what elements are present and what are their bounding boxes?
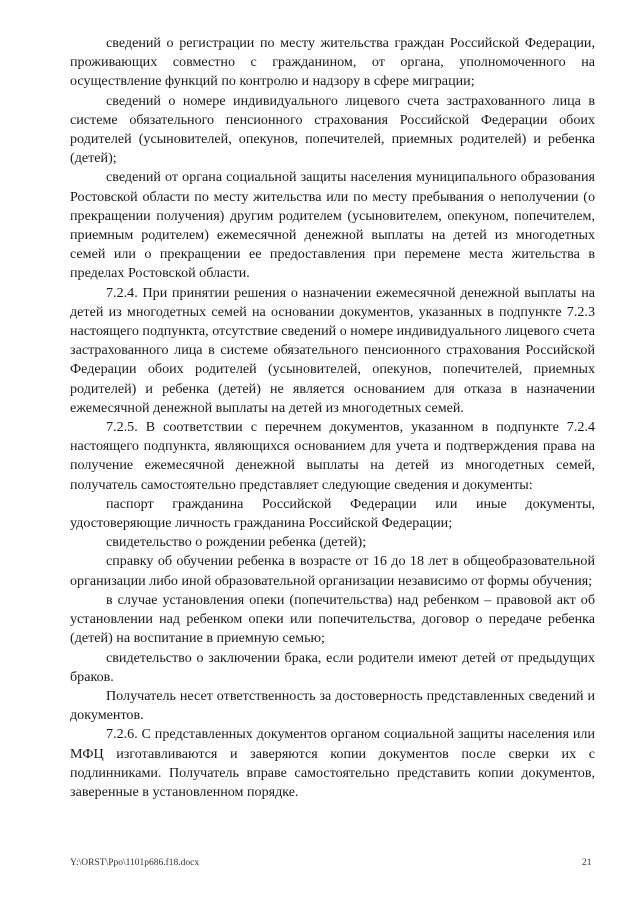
paragraph-passport: паспорт гражданина Российской Федерации или иные документы, удостоверяющие личность гражданина Российской Федерации; <box>70 495 595 532</box>
paragraph-registration-info: сведений о регистрации по месту жительства граждан Российской Федерации, проживающих совместно с гражданином, от органа, уполномоченного на осуществление функций по контролю и надзору в сфере миграции; <box>70 35 595 90</box>
paragraph-guardianship: в случае установления опеки (попечительства) над ребенком – правовой акт об установлении над ребенком опеки или попечительства, договор о передаче ребенка (детей) на воспитание в приемную семью; <box>70 591 595 647</box>
paragraph-birth-certificate: свидетельство о рождении ребенка (детей); <box>106 534 367 551</box>
paragraph-social-protection: сведений от органа социальной защиты населения муниципального образования Ростовской области по месту жительства или по месту пребывания о неполучении (о прекращении получения) другим родителем (усыновителем, опекуном, попечителем, приемным родителем) ежемесячной денежной выплаты на детей из многодетных семей или о прекращении ее предоставления при перемене места жительства в пределах Ростовской области. <box>70 169 595 282</box>
paragraph-7-2-5: 7.2.5. В соответствии с перечнем документов, указанном в подпункте 7.2.4 настоящего подпункта, являющихся основанием для учета и подтверждения права на получение ежемесячной денежной выплаты на детей из многодетных семей, получатель самостоятельно представляет следующие сведения и документы: <box>70 419 595 493</box>
paragraph-marriage-certificate: свидетельство о заключении брака, если родители имеют детей от предыдущих браков. <box>70 649 595 685</box>
footer-file-path: Y:\ORST\Ppo\1101p686.f18.docx <box>70 858 200 868</box>
paragraph-education-certificate: справку об обучении ребенка в возрасте от 16 до 18 лет в общеобразовательной организации либо иной образовательной организации независимо от формы обучения; <box>70 553 595 589</box>
paragraph-7-2-6: 7.2.6. С представленных документов органом социальной защиты населения или МФЦ изготавливаются и заверяются копии документов после сверки их с подлинниками. Получатель вправе самостоятельно представить копии документов, заверенные в установленном порядке. <box>70 726 595 800</box>
paragraph-insurance-account: сведений о номере индивидуального лицевого счета застрахованного лица в системе обязательного пенсионного страхования Российской Федерации обоих родителей (усыновителей, опекунов, попечителей, приемных родителей) и ребенка (детей); <box>70 92 595 167</box>
document-body <box>70 34 595 802</box>
paragraph-responsibility: Получатель несет ответственность за достоверность представленных сведений и документов. <box>70 687 595 724</box>
page-number: 21 <box>582 858 592 868</box>
paragraph-7-2-4: 7.2.4. При принятии решения о назначении ежемесячной денежной выплаты на детей из многодетных семей на основании документов, указанных в подпункте 7.2.3 настоящего подпункта, отсутствие сведений о номере индивидуального лицевого счета застрахованного лица в системе обязательного пенсионного страхования Российской Федерации обоих родителей (усыновителей, опекунов, попечителей, приемных родителей) и ребенка (детей) не является основанием для отказа в назначении ежемесячной денежной выплаты на детей из многодетных семей. <box>70 284 595 416</box>
